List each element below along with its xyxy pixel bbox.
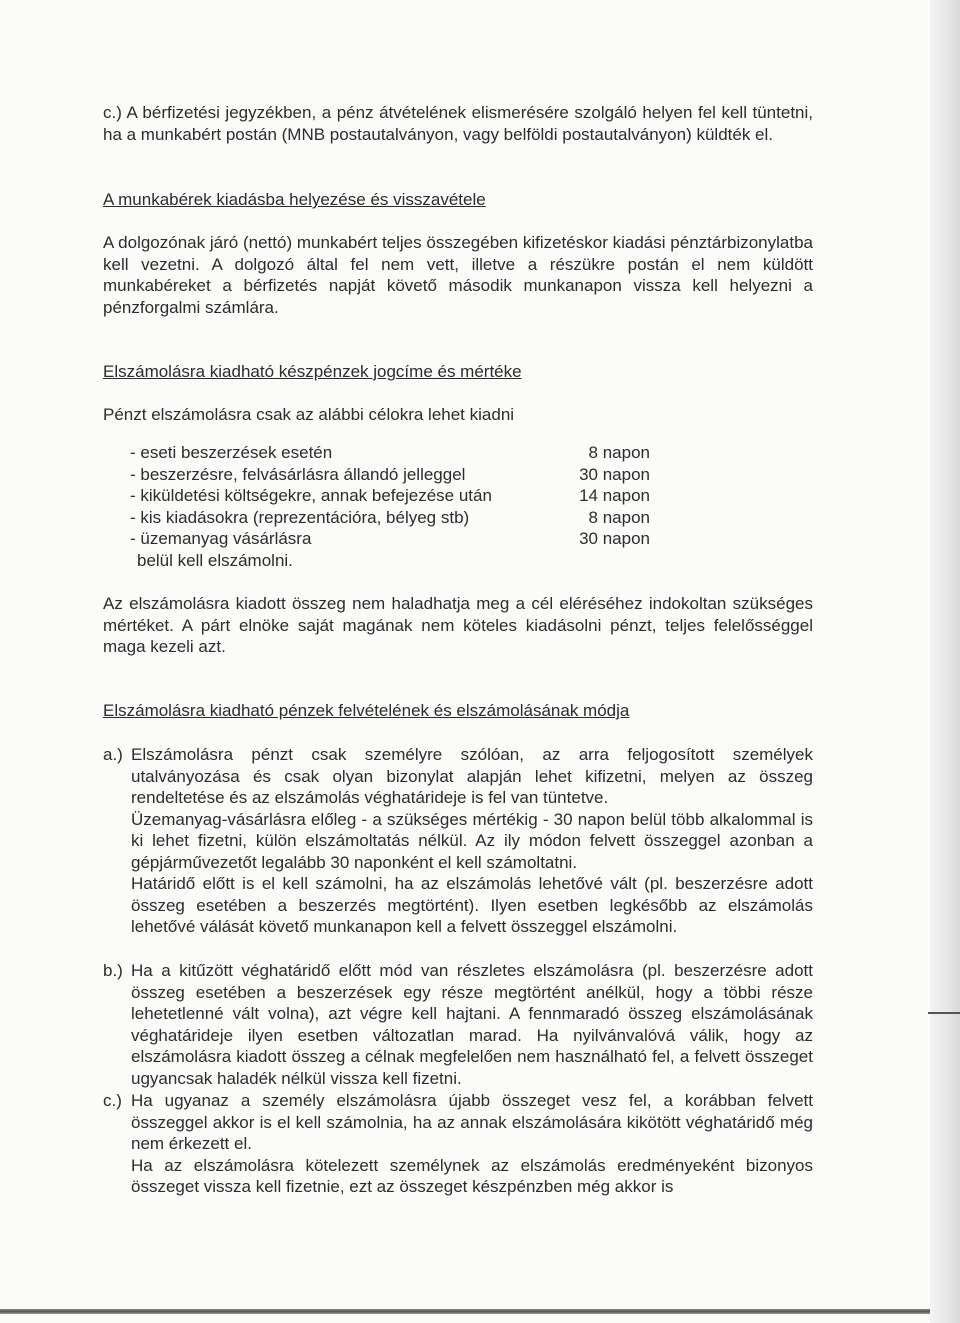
intro-item-c: c.) A bérfizetési jegyzékben, a pénz átvételének elismerésére szolgáló helyen fel kell tüntetni, ha a munkabért postán (MNB postautalványon, vagy belföldi postautalványon) küldték el. bbox=[103, 103, 813, 144]
list-item-deadline: 30 napon bbox=[579, 529, 650, 548]
page-edge-shadow bbox=[930, 0, 960, 1323]
procedure-item-a bbox=[103, 744, 813, 938]
list-item-label: - kiküldetési költségekre, annak befejezése után bbox=[130, 486, 492, 505]
section-heading-procedure: Elszámolásra kiadható pénzek felvételének és elszámolásának módja bbox=[103, 701, 630, 720]
item-marker: a.) bbox=[103, 745, 123, 764]
list-footer: belül kell elszámolni. bbox=[137, 550, 293, 570]
item-a-paragraph-1: Elszámolásra pénzt csak személyre szólóan, az arra feljogosított személyek utalványozása és csak olyan bizonylat alapján lehet kifizetni, melyen az összeg rendeltetése és az elszámolás véghatárideje is fel van tüntetve. bbox=[131, 745, 813, 807]
purpose-deadline-list bbox=[130, 442, 650, 571]
list-item bbox=[130, 528, 650, 550]
list-item-label: - üzemanyag vásárlásra bbox=[130, 529, 312, 548]
list-item-label: - eseti beszerzések esetén bbox=[130, 443, 333, 462]
list-item-label: - beszerzésre, felvásárlásra állandó jelleggel bbox=[130, 464, 466, 484]
item-a-paragraph-3: Határidő előtt is el kell számolni, ha az elszámolás lehetővé vált (pl. beszerzésre adott összeg esetében a beszerzés megtörtént). Ilyen esetben legkésőbb az elszámolás lehetővé válását követő munkanapon kell a felvett összeggel elszámolni. bbox=[131, 874, 813, 936]
paragraph-limits: Az elszámolásra kiadott összeg nem haladhatja meg a cél eléréséhez indokoltan szükséges mértéket. A párt elnöke saját magának nem köteles kiadásolni pénzt, teljes felelősséggel maga kezeli azt. bbox=[103, 594, 813, 656]
list-item-deadline: 30 napon bbox=[579, 464, 650, 484]
list-item-deadline: 14 napon bbox=[579, 486, 650, 505]
item-c-paragraph-2: Ha az elszámolásra kötelezett személynek az elszámolás eredményeként bizonyos összeget vissza kell fizetnie, ezt az összeget készpénzben még akkor is bbox=[131, 1155, 813, 1196]
scan-bottom-border bbox=[0, 1309, 930, 1314]
item-marker: b.) bbox=[103, 961, 123, 980]
list-item bbox=[130, 464, 650, 486]
item-marker: c.) bbox=[103, 1091, 122, 1110]
list-item-label: - kis kiadásokra (reprezentációra, bélyeg stb) bbox=[130, 507, 470, 527]
item-b-paragraph-1: Ha a kitűzött véghatáridő előtt mód van részletes elszámolásra (pl. beszerzésre adott összeg esetében a beszerzések egy része megtörtént anélkül, hogy a többi része lehetetlenné vált volna), azt végre kell hajtani. A fennmaradó összeg elszámolásának véghatárideje ilyen esetben változatlan marad. Ha nyilvánvalóvá válik, hogy az elszámolásra kiadott összeg a célnak megfelelően nem használható fel, a felvett összeget ugyancsak haladék nélkül vissza kell fizetni. bbox=[131, 961, 813, 1088]
scan-edge-mark bbox=[928, 1012, 960, 1014]
procedure-item-c bbox=[103, 1090, 813, 1198]
item-c-paragraph-1: Ha ugyanaz a személy elszámolásra újabb összeget vesz fel, a korábban felvett összeggel akkor is el kell számolnia, ha az annak elszámolására kikötött véghatáridő még nem érkezett el. bbox=[131, 1091, 813, 1153]
list-item-deadline: 8 napon bbox=[588, 443, 650, 462]
paragraph-cash-purposes: Pénzt elszámolásra csak az alábbi célokra lehet kiadni bbox=[103, 405, 515, 424]
list-item bbox=[130, 442, 650, 464]
list-item bbox=[130, 485, 650, 507]
paragraph-wages: A dolgozónak járó (nettó) munkabért teljes összegében kifizetéskor kiadási pénztárbizonylatba kell vezetni. A dolgozó által fel nem vett, illetve a részükre postán el nem küldött munkabéreket a bérfizetés napját követő második munkanapon vissza kell helyezni a pénzforgalmi számlára. bbox=[103, 233, 813, 317]
section-heading-wages: A munkabérek kiadásba helyezése és visszavétele bbox=[103, 190, 486, 209]
list-item-deadline: 8 napon bbox=[588, 507, 650, 527]
list-item bbox=[130, 507, 650, 529]
item-a-paragraph-2: Üzemanyag-vásárlásra előleg - a szükséges mértékig - 30 napon belül több alkalommal is ki lehet fizetni, külön elszámoltatás nélkül. Az ily módon felvett összeggel azonban a gépjárművezetőt legalább 30 naponként el kell számoltatni. bbox=[131, 809, 813, 872]
section-heading-cash-types: Elszámolásra kiadható készpénzek jogcíme és mértéke bbox=[103, 362, 522, 381]
procedure-item-b bbox=[103, 960, 813, 1089]
